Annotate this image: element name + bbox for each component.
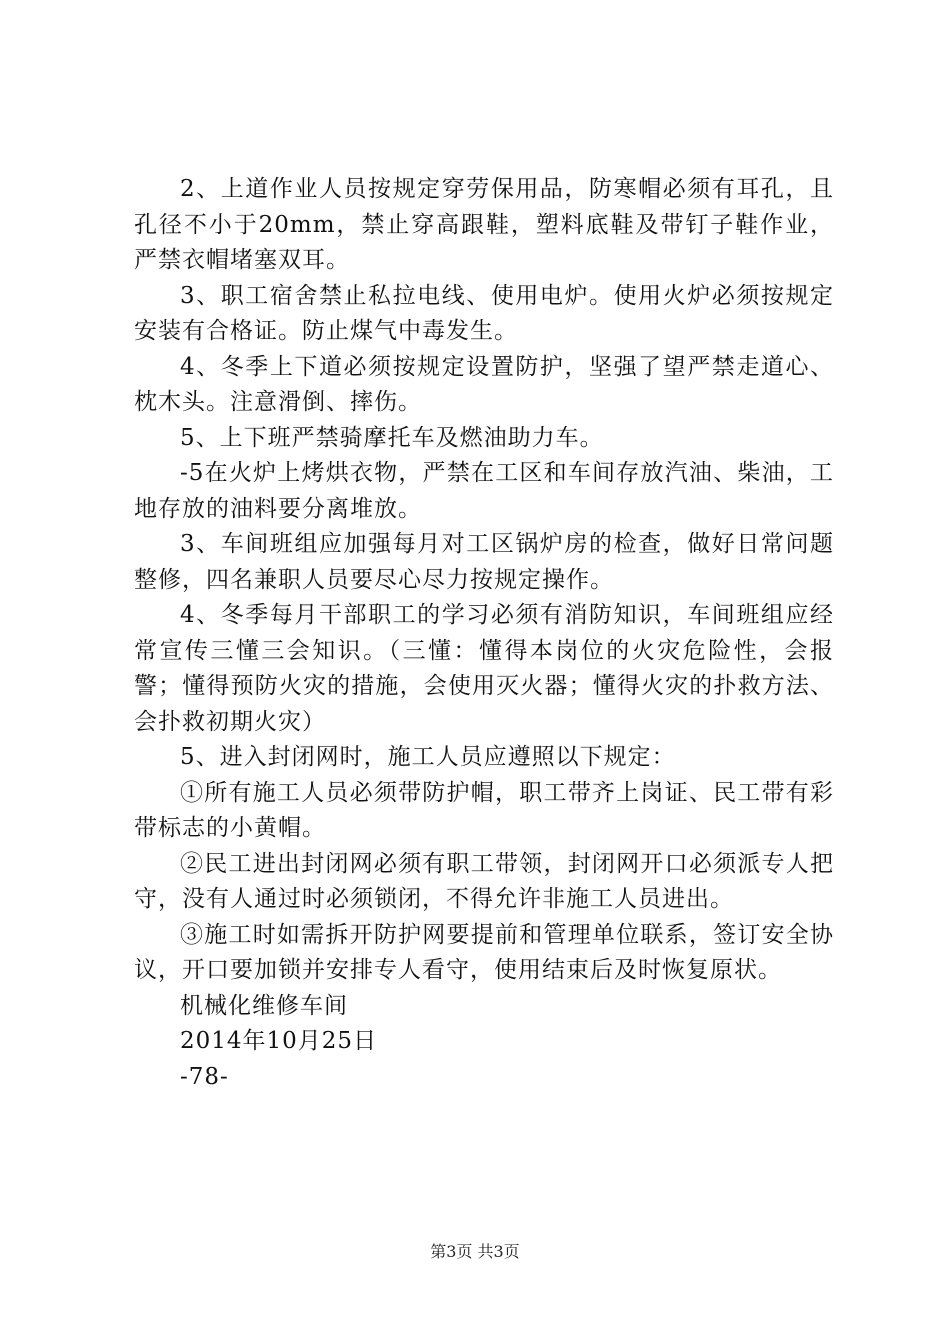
paragraph-dormitory-rules: 3、职工宿舍禁止私拉电线、使用电炉。使用火炉必须按规定安装有合格证。防止煤气中毒发生。 (134, 282, 834, 344)
paragraph-winter-track-rules: 4、冬季上下道必须按规定设置防护，坚强了望严禁走道心、枕木头。注意滑倒、摔伤。 (134, 353, 834, 415)
paragraph-fuel-storage-rules: -5在火炉上烤烘衣物，严禁在工区和车间存放汽油、柴油，工地存放的油料要分离堆放。 (134, 460, 834, 522)
document-body (134, 172, 834, 1095)
paragraph-fire-training: 4、冬季每月干部职工的学习必须有消防知识，车间班组应经常宣传三懂三会知识。（三懂：懂得本岗位的火灾危险性，会报警；懂得预防火灾的措施，会使用灭火器；懂得火灾的扑救方法、会扑救初期火灾） (134, 602, 834, 735)
paragraph-helmet-rules: 2、上道作业人员按规定穿劳保用品，防寒帽必须有耳孔，且孔径不小于20mm，禁止穿高跟鞋，塑料底鞋及带钉子鞋作业，严禁衣帽堵塞双耳。 (134, 176, 834, 273)
paragraph-enclosed-network-item-1: ①所有施工人员必须带防护帽，职工带齐上岗证、民工带有彩带标志的小黄帽。 (134, 779, 834, 841)
paragraph-enclosed-network-intro: 5、进入封闭网时，施工人员应遵照以下规定： (180, 744, 676, 770)
paragraph-boiler-inspection: 3、车间班组应加强每月对工区锅炉房的检查，做好日常问题整修，四名兼职人员要尽心尽力按规定操作。 (134, 531, 834, 593)
paragraph-enclosed-network-item-3: ③施工时如需拆开防护网要提前和管理单位联系，签订安全协议，开口要加锁并安排专人看守，使用结束后及时恢复原状。 (134, 921, 834, 983)
signature: 机械化维修车间 (180, 992, 348, 1019)
page-marker: -78- (180, 1063, 229, 1090)
page-footer: 第3页 共3页 (430, 1242, 520, 1261)
paragraph-commute-rules: 5、上下班严禁骑摩托车及燃油助力车。 (180, 424, 604, 451)
document-date: 2014年10月25日 (180, 1028, 378, 1054)
paragraph-enclosed-network-item-2: ②民工进出封闭网必须有职工带领，封闭网开口必须派专人把守，没有人通过时必须锁闭，不得允许非施工人员进出。 (134, 850, 834, 912)
